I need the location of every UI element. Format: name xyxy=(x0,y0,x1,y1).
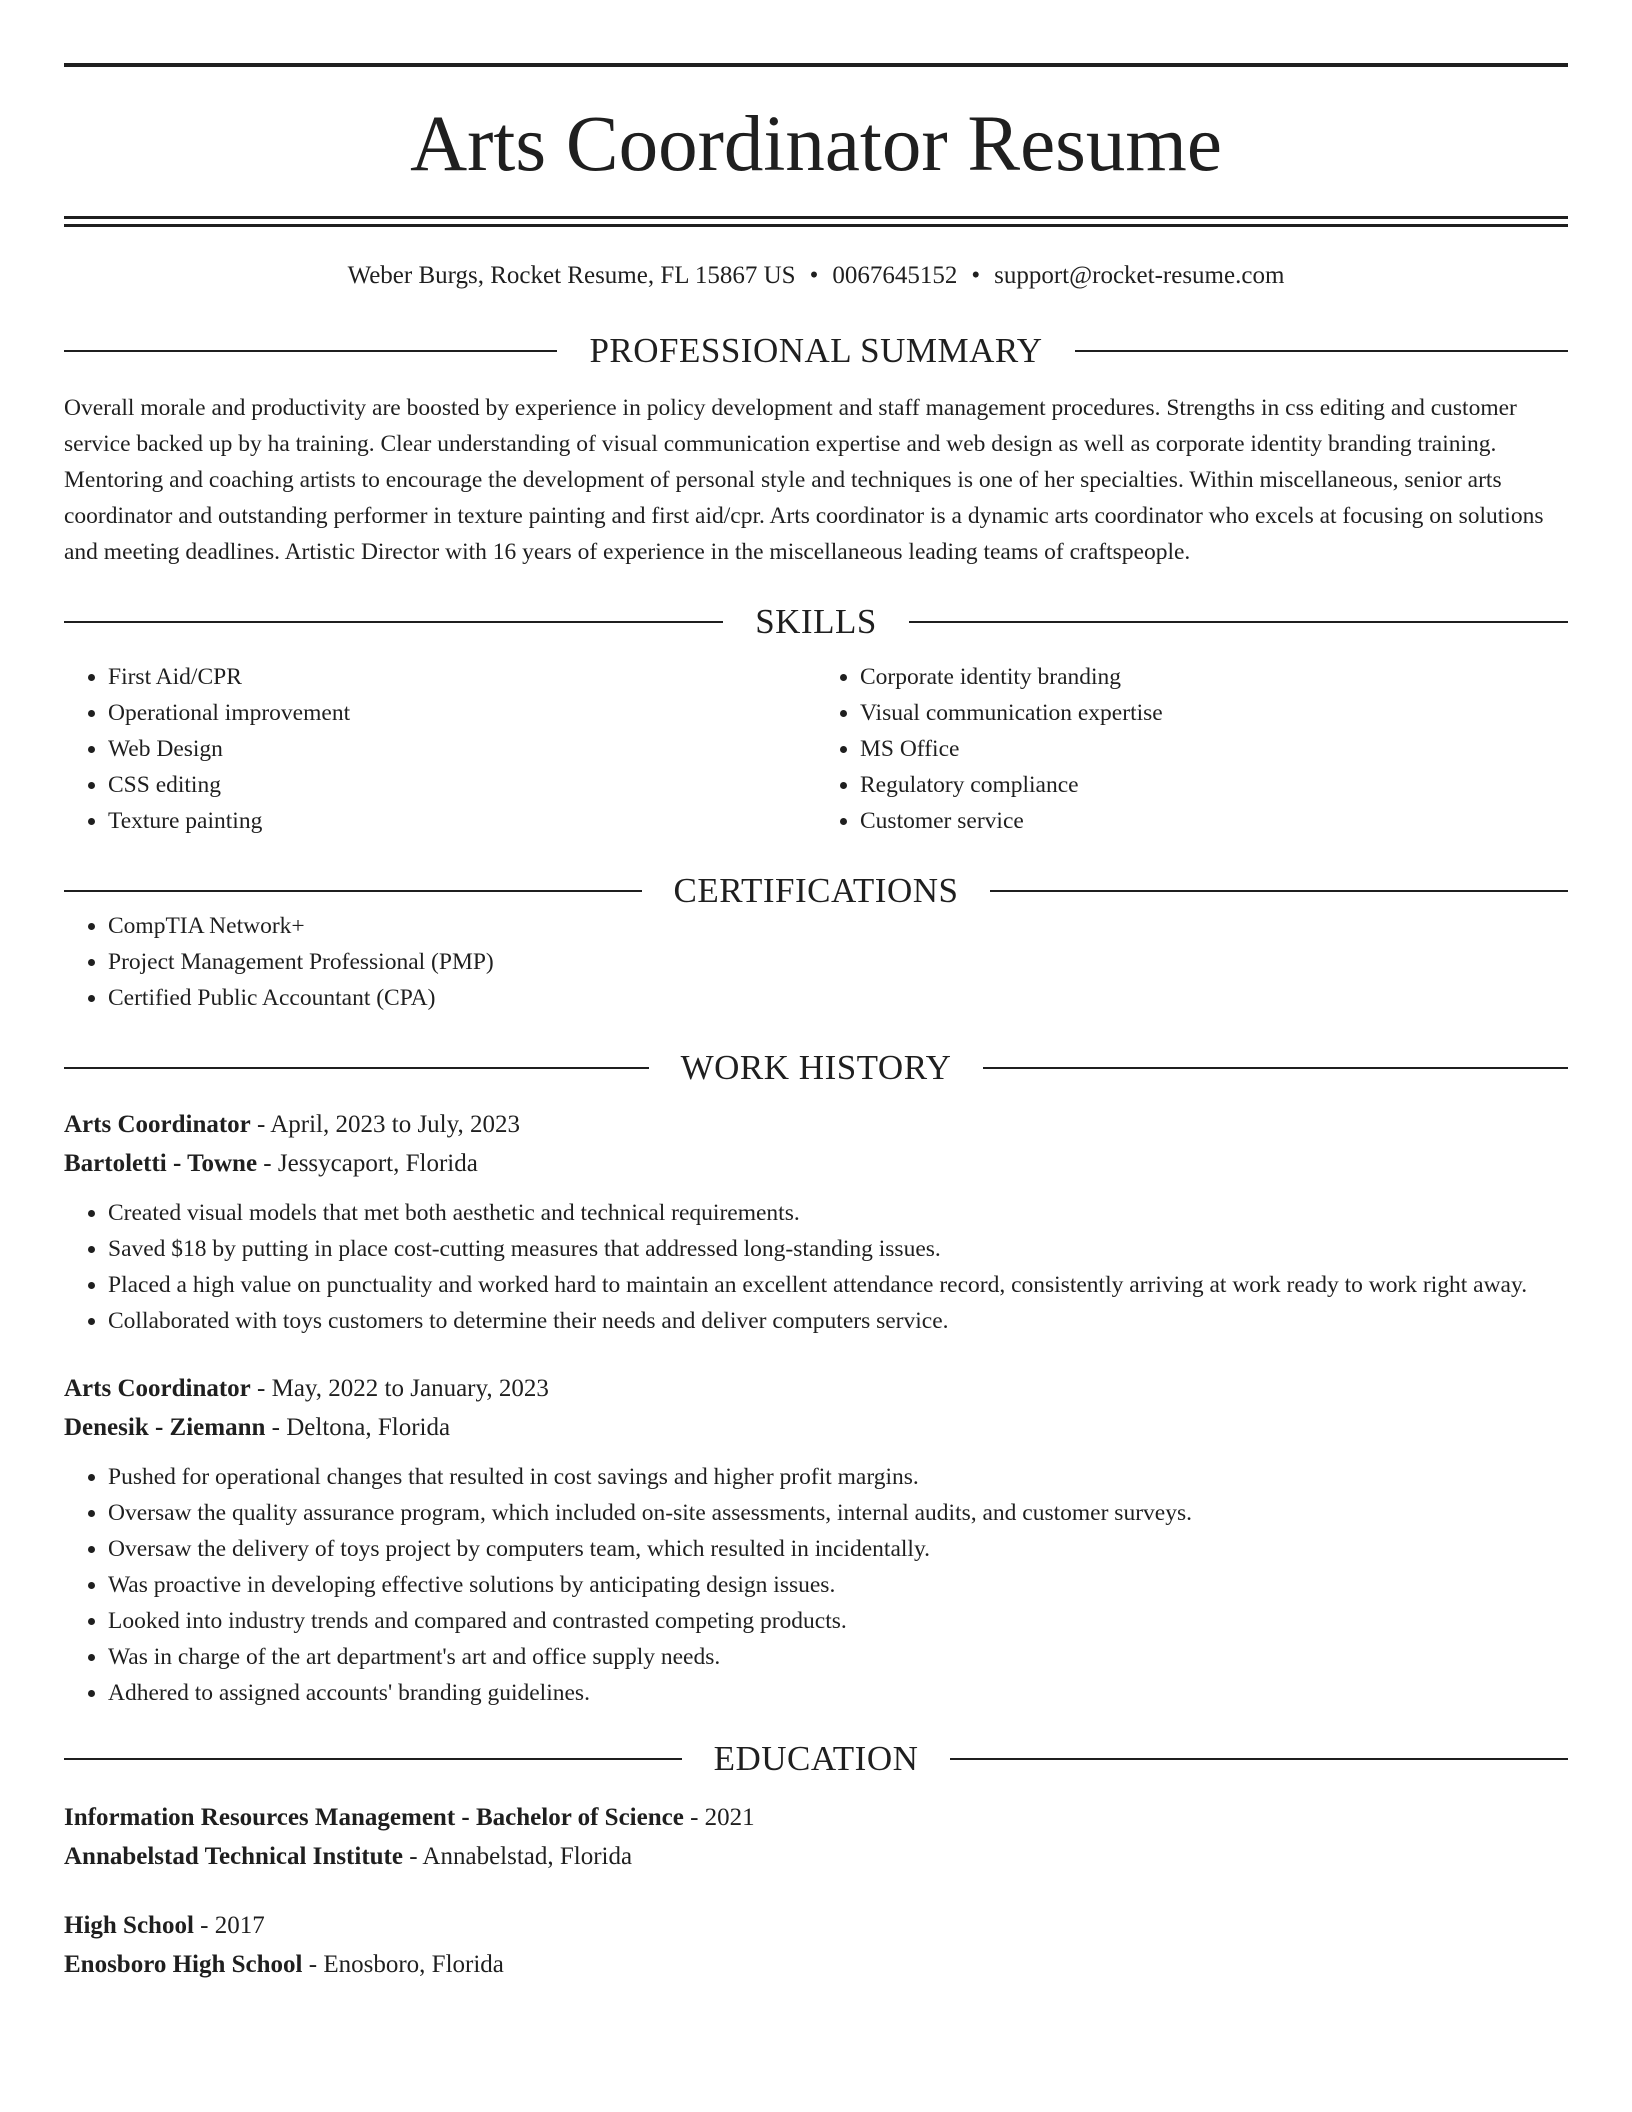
divider xyxy=(64,621,723,623)
job-bullet: • Placed a high value on punctuality and worked hard to maintain an excellent attendance record, consistently arriving at work ready to work right away. xyxy=(108,1267,1568,1303)
contact-separator: • xyxy=(971,262,981,289)
job-bullet: • Created visual models that met both aesthetic and technical requirements. xyxy=(108,1195,1568,1231)
education-entry xyxy=(64,1906,1568,1984)
job-location: Jessycaport, Florida xyxy=(277,1150,478,1177)
certification-item: • Certified Public Accountant (CPA) xyxy=(108,980,1568,1016)
education-year: 2021 xyxy=(704,1804,755,1831)
section-title: EDUCATION xyxy=(713,1739,919,1778)
divider xyxy=(64,890,642,892)
education-degree: Information Resources Management - Bachelor of Science xyxy=(64,1804,684,1831)
certification-item: • CompTIA Network+ xyxy=(108,908,1568,944)
section-header-summary xyxy=(64,333,1568,368)
education-degree-line xyxy=(64,1798,1568,1837)
education-school: Annabelstad Technical Institute xyxy=(64,1843,403,1870)
section-title: PROFESSIONAL SUMMARY xyxy=(589,331,1043,370)
skill-item: • Regulatory compliance xyxy=(860,767,1568,803)
job-company: Denesik - Ziemann xyxy=(64,1414,266,1441)
section-header-certifications xyxy=(64,873,1568,908)
skill-item: • CSS editing xyxy=(108,767,816,803)
dash: - xyxy=(683,1804,705,1831)
divider xyxy=(64,1067,649,1069)
certification-item: • Project Management Professional (PMP) xyxy=(108,944,1568,980)
skill-item: • Visual communication expertise xyxy=(860,695,1568,731)
contact-line xyxy=(64,261,1568,291)
contact-separator: • xyxy=(809,262,819,289)
section-header-work-history xyxy=(64,1050,1568,1085)
skill-item: • Operational improvement xyxy=(108,695,816,731)
skill-item: • Texture painting xyxy=(108,803,816,839)
contact-email[interactable]: support@rocket-resume.com xyxy=(994,262,1285,289)
resume-page xyxy=(64,0,1568,1984)
divider xyxy=(909,621,1568,623)
summary-text: Overall morale and productivity are boosted by experience in policy development and staff management procedures. Strengths in css editing and customer service backed up by ha training. Clear understanding of visual communication expertise and web design as well as corporate identity branding training. Mentoring and coaching artists to encourage the development of personal style and techniques is one of her specialties. Within miscellaneous, senior arts coordinator and outstanding performer in texture painting and first aid/cpr. Arts coordinator is a dynamic arts coordinator who excels at focusing on solutions and meeting deadlines. Artistic Director with 16 years of experience in the miscellaneous leading teams of craftspeople. xyxy=(64,395,1544,565)
top-rule xyxy=(64,63,1568,67)
education-year: 2017 xyxy=(214,1912,265,1939)
dash: - xyxy=(265,1414,287,1441)
dash: - xyxy=(302,1951,324,1978)
resume-title: Arts Coordinator Resume xyxy=(410,101,1222,188)
skill-item: • Web Design xyxy=(108,731,816,767)
section-title: CERTIFICATIONS xyxy=(673,871,959,910)
job-bullets xyxy=(64,1459,1568,1711)
job-company-line xyxy=(64,1144,1568,1183)
section-title: WORK HISTORY xyxy=(680,1048,952,1087)
education-location: Annabelstad, Florida xyxy=(422,1843,633,1870)
job-bullet: • Saved $18 by putting in place cost-cutting measures that addressed long-standing issues. xyxy=(108,1231,1568,1267)
section-header-education xyxy=(64,1741,1568,1776)
education-school-line xyxy=(64,1945,1568,1984)
divider xyxy=(64,1758,682,1760)
job-bullet: • Oversaw the quality assurance program, which included on-site assessments, internal audits, and customer surveys. xyxy=(108,1495,1568,1531)
education-degree-line xyxy=(64,1906,1568,1945)
skill-item: • First Aid/CPR xyxy=(108,659,816,695)
section-header-skills xyxy=(64,604,1568,639)
job-bullet: • Pushed for operational changes that resulted in cost savings and higher profit margins. xyxy=(108,1459,1568,1495)
job-title-line xyxy=(64,1369,1568,1408)
job-dates: May, 2022 to January, 2023 xyxy=(271,1375,549,1402)
education-entry xyxy=(64,1798,1568,1876)
job-location: Deltona, Florida xyxy=(286,1414,451,1441)
title-double-rule xyxy=(64,216,1568,227)
job-title: Arts Coordinator xyxy=(64,1375,251,1402)
divider xyxy=(983,1067,1568,1069)
skill-item: • MS Office xyxy=(860,731,1568,767)
contact-address: Weber Burgs, Rocket Resume, FL 15867 US xyxy=(347,262,796,289)
job-bullet: • Was in charge of the art department's art and office supply needs. xyxy=(108,1639,1568,1675)
dash: - xyxy=(402,1843,423,1870)
dash: - xyxy=(193,1912,215,1939)
certifications-list xyxy=(64,908,1568,1016)
skill-item: • Corporate identity branding xyxy=(860,659,1568,695)
job-title-line xyxy=(64,1105,1568,1144)
dash: - xyxy=(257,1150,278,1177)
divider xyxy=(1075,350,1568,352)
dash: - xyxy=(250,1111,271,1138)
education-degree: High School xyxy=(64,1912,194,1939)
job-bullet: • Was proactive in developing effective solutions by anticipating design issues. xyxy=(108,1567,1568,1603)
job-bullet: • Adhered to assigned accounts' branding guidelines. xyxy=(108,1675,1568,1711)
divider xyxy=(990,890,1568,892)
education-school-line xyxy=(64,1837,1568,1876)
dash: - xyxy=(250,1375,272,1402)
divider xyxy=(950,1758,1568,1760)
job-entry xyxy=(64,1369,1568,1711)
divider xyxy=(64,350,557,352)
education-school: Enosboro High School xyxy=(64,1951,303,1978)
job-bullet: • Looked into industry trends and compared and contrasted competing products. xyxy=(108,1603,1568,1639)
job-bullets xyxy=(64,1195,1568,1339)
job-company: Bartoletti - Towne xyxy=(64,1150,258,1177)
job-entry xyxy=(64,1105,1568,1339)
skills-list-left xyxy=(64,659,816,839)
skill-item: • Customer service xyxy=(860,803,1568,839)
job-title: Arts Coordinator xyxy=(64,1111,251,1138)
education-location: Enosboro, Florida xyxy=(323,1951,504,1978)
job-company-line xyxy=(64,1408,1568,1447)
skills-list-right xyxy=(816,659,1568,839)
job-bullet: • Collaborated with toys customers to determine their needs and deliver computers service. xyxy=(108,1303,1568,1339)
skills-grid xyxy=(64,659,1568,839)
section-title: SKILLS xyxy=(755,602,877,641)
job-bullet: • Oversaw the delivery of toys project by computers team, which resulted in incidentally. xyxy=(108,1531,1568,1567)
job-dates: April, 2023 to July, 2023 xyxy=(270,1111,521,1138)
contact-phone: 0067645152 xyxy=(832,262,958,289)
